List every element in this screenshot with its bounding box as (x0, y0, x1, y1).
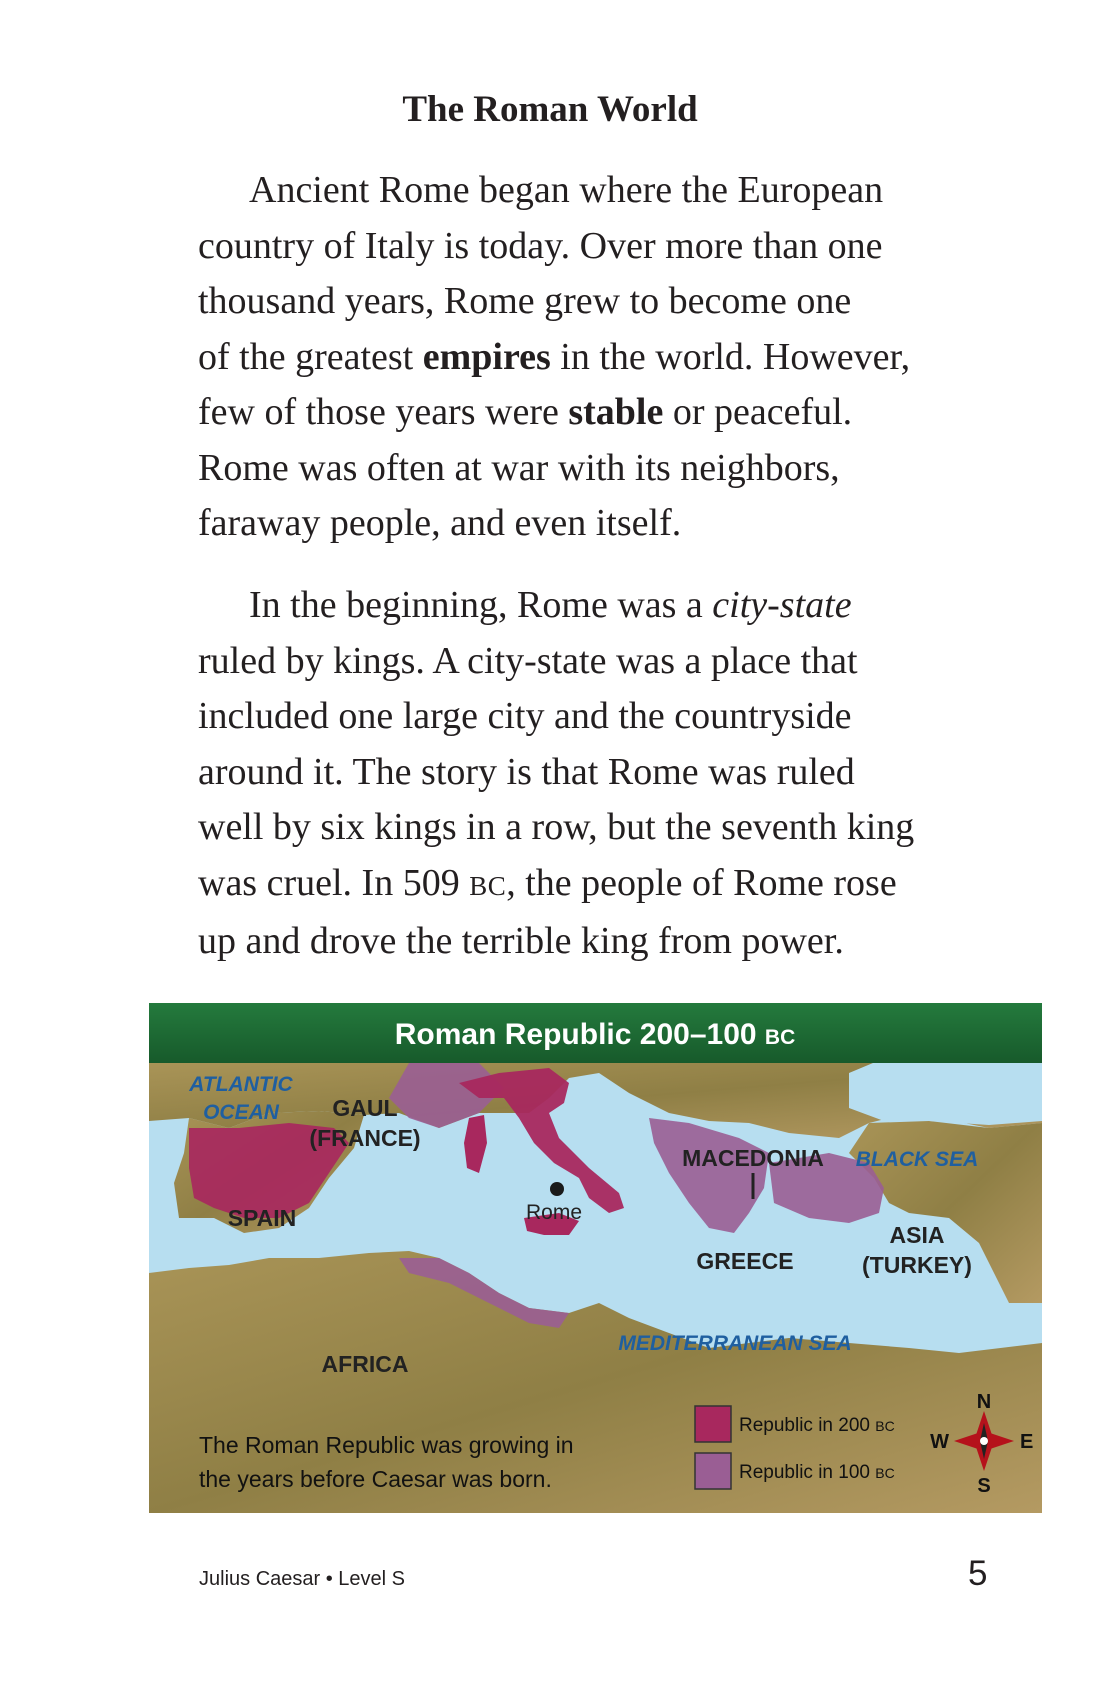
text-line: well by six kings in a row, but the seventh king (198, 806, 915, 848)
text-line: ruled by kings. A city-state was a place that (198, 639, 858, 682)
text-line: of the greatest empires in the world. However, (198, 335, 911, 378)
text-line: was cruel. In 509 BC, the people of Rome rose (198, 861, 897, 904)
rome-marker (550, 1182, 564, 1196)
text-line: included one large city and the countryside (198, 695, 852, 737)
label-macedonia: MACEDONIA (682, 1145, 824, 1171)
label-gaul: GAUL (332, 1095, 398, 1121)
label-mediterranean: MEDITERRANEAN SEA (618, 1332, 852, 1355)
label-africa: AFRICA (321, 1351, 409, 1377)
vocab-stable: stable (568, 391, 664, 433)
text-line: Rome was often at war with its neighbors, (198, 446, 840, 489)
legend-label-100bc: Republic in 100 BC (739, 1462, 895, 1483)
label-black-sea: BLACK SEA (855, 1148, 979, 1171)
label-spain: SPAIN (227, 1205, 297, 1231)
footer-book-title: Julius Caesar • Level S (199, 1568, 405, 1590)
text-line: faraway people, and even itself. (198, 502, 682, 544)
text-line: country of Italy is today. Over more than one (198, 224, 883, 267)
label-asia: ASIA (889, 1222, 945, 1248)
label-atlantic: ATLANTIC (189, 1073, 293, 1096)
compass-s: S (977, 1475, 991, 1497)
legend-label-200bc: Republic in 200 BC (739, 1415, 895, 1436)
label-turkey: (TURKEY) (862, 1252, 972, 1278)
text-line: few of those years were stable or peaceful. (198, 391, 853, 433)
label-france: (FRANCE) (309, 1125, 421, 1151)
compass-n: N (976, 1391, 992, 1413)
legend-swatch-100bc (695, 1453, 731, 1489)
text-line: Ancient Rome began where the European (249, 169, 884, 211)
page-number: 5 (968, 1554, 988, 1593)
label-ocean: OCEAN (203, 1101, 279, 1124)
text-line: around it. The story is that Rome was ruled (198, 750, 855, 793)
paragraph-2 (198, 578, 998, 970)
legend-swatch-200bc (695, 1406, 731, 1442)
paragraph-1 (198, 163, 998, 552)
vocab-empires: empires (422, 335, 551, 378)
term-city-state: city-state (712, 584, 852, 626)
label-greece: GREECE (696, 1248, 794, 1274)
roman-republic-map (149, 1003, 1042, 1513)
map-caption-line1: The Roman Republic was growing in (199, 1432, 574, 1458)
text-line: In the beginning, Rome was a city-state (249, 584, 852, 626)
compass-e: E (1020, 1431, 1034, 1453)
label-rome: Rome (525, 1201, 583, 1224)
text-line: up and drove the terrible king from power. (198, 920, 844, 962)
map-title: Roman Republic 200–100 BC (394, 1018, 796, 1051)
map-caption-line2: the years before Caesar was born. (199, 1466, 552, 1492)
page-title: The Roman World (402, 89, 698, 130)
text-line: thousand years, Rome grew to become one (198, 280, 852, 322)
compass-w: W (930, 1431, 949, 1453)
